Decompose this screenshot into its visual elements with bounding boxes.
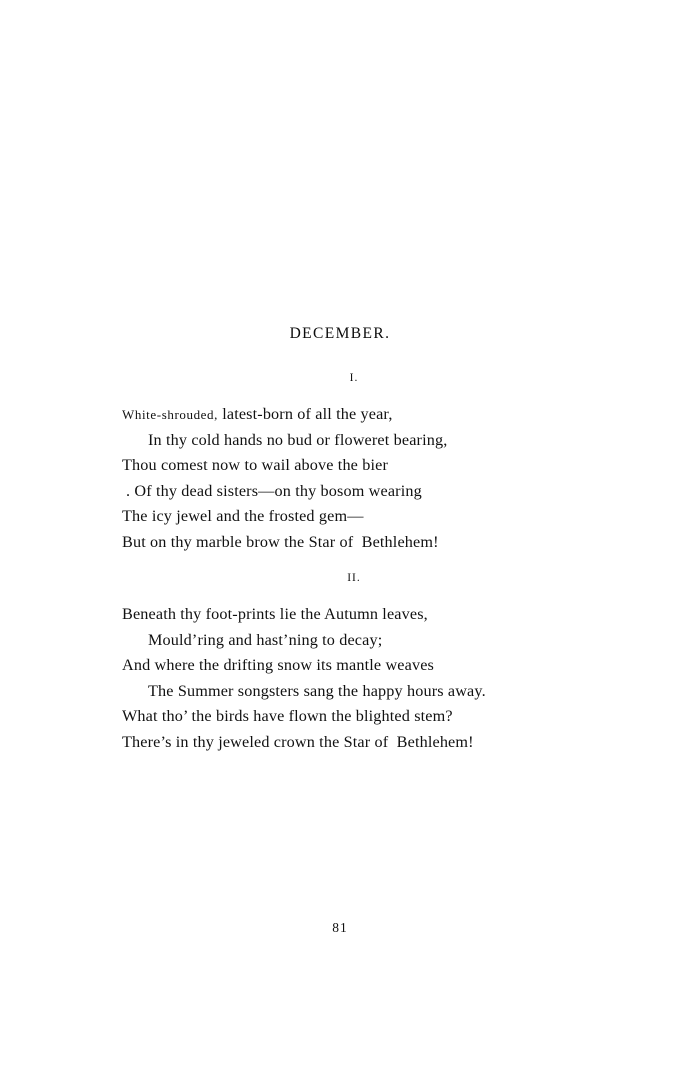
stanza-number: II. <box>347 572 361 584</box>
poem-line: But on thy marble brow the Star of Bethlehem! <box>122 532 439 551</box>
poem-line: Beneath thy foot-prints lie the Autumn leaves, <box>122 605 428 623</box>
poem-line <box>122 402 642 428</box>
poem-line: The Summer songsters sang the happy hours away. <box>148 681 486 700</box>
poem-line-smallcaps: White-shrouded, <box>122 407 219 422</box>
poem-line: In thy cold hands no bud or floweret bearing, <box>148 430 448 449</box>
poem-line-rest: latest-born of all the year, <box>218 405 393 423</box>
stanza-two <box>122 572 642 755</box>
poem-line: The icy jewel and the frosted gem— <box>122 507 364 525</box>
poem-line: What tho’ the birds have flown the blighted stem? <box>122 707 453 725</box>
poem-line: Mould’ring and hast’ning to decay; <box>148 630 383 649</box>
stanza-number: I. <box>349 372 359 384</box>
poem-line: And where the drifting snow its mantle weaves <box>122 656 434 674</box>
poem-line: . Of thy dead sisters—on thy bosom wearing <box>126 481 422 500</box>
poem-line: Thou comest now to wail above the bier <box>122 456 388 474</box>
page-number: 81 <box>332 920 348 935</box>
poem-line: There’s in thy jeweled crown the Star of Bethlehem! <box>122 732 474 751</box>
stanza-one <box>122 372 642 555</box>
page-title: DECEMBER. <box>289 325 391 342</box>
